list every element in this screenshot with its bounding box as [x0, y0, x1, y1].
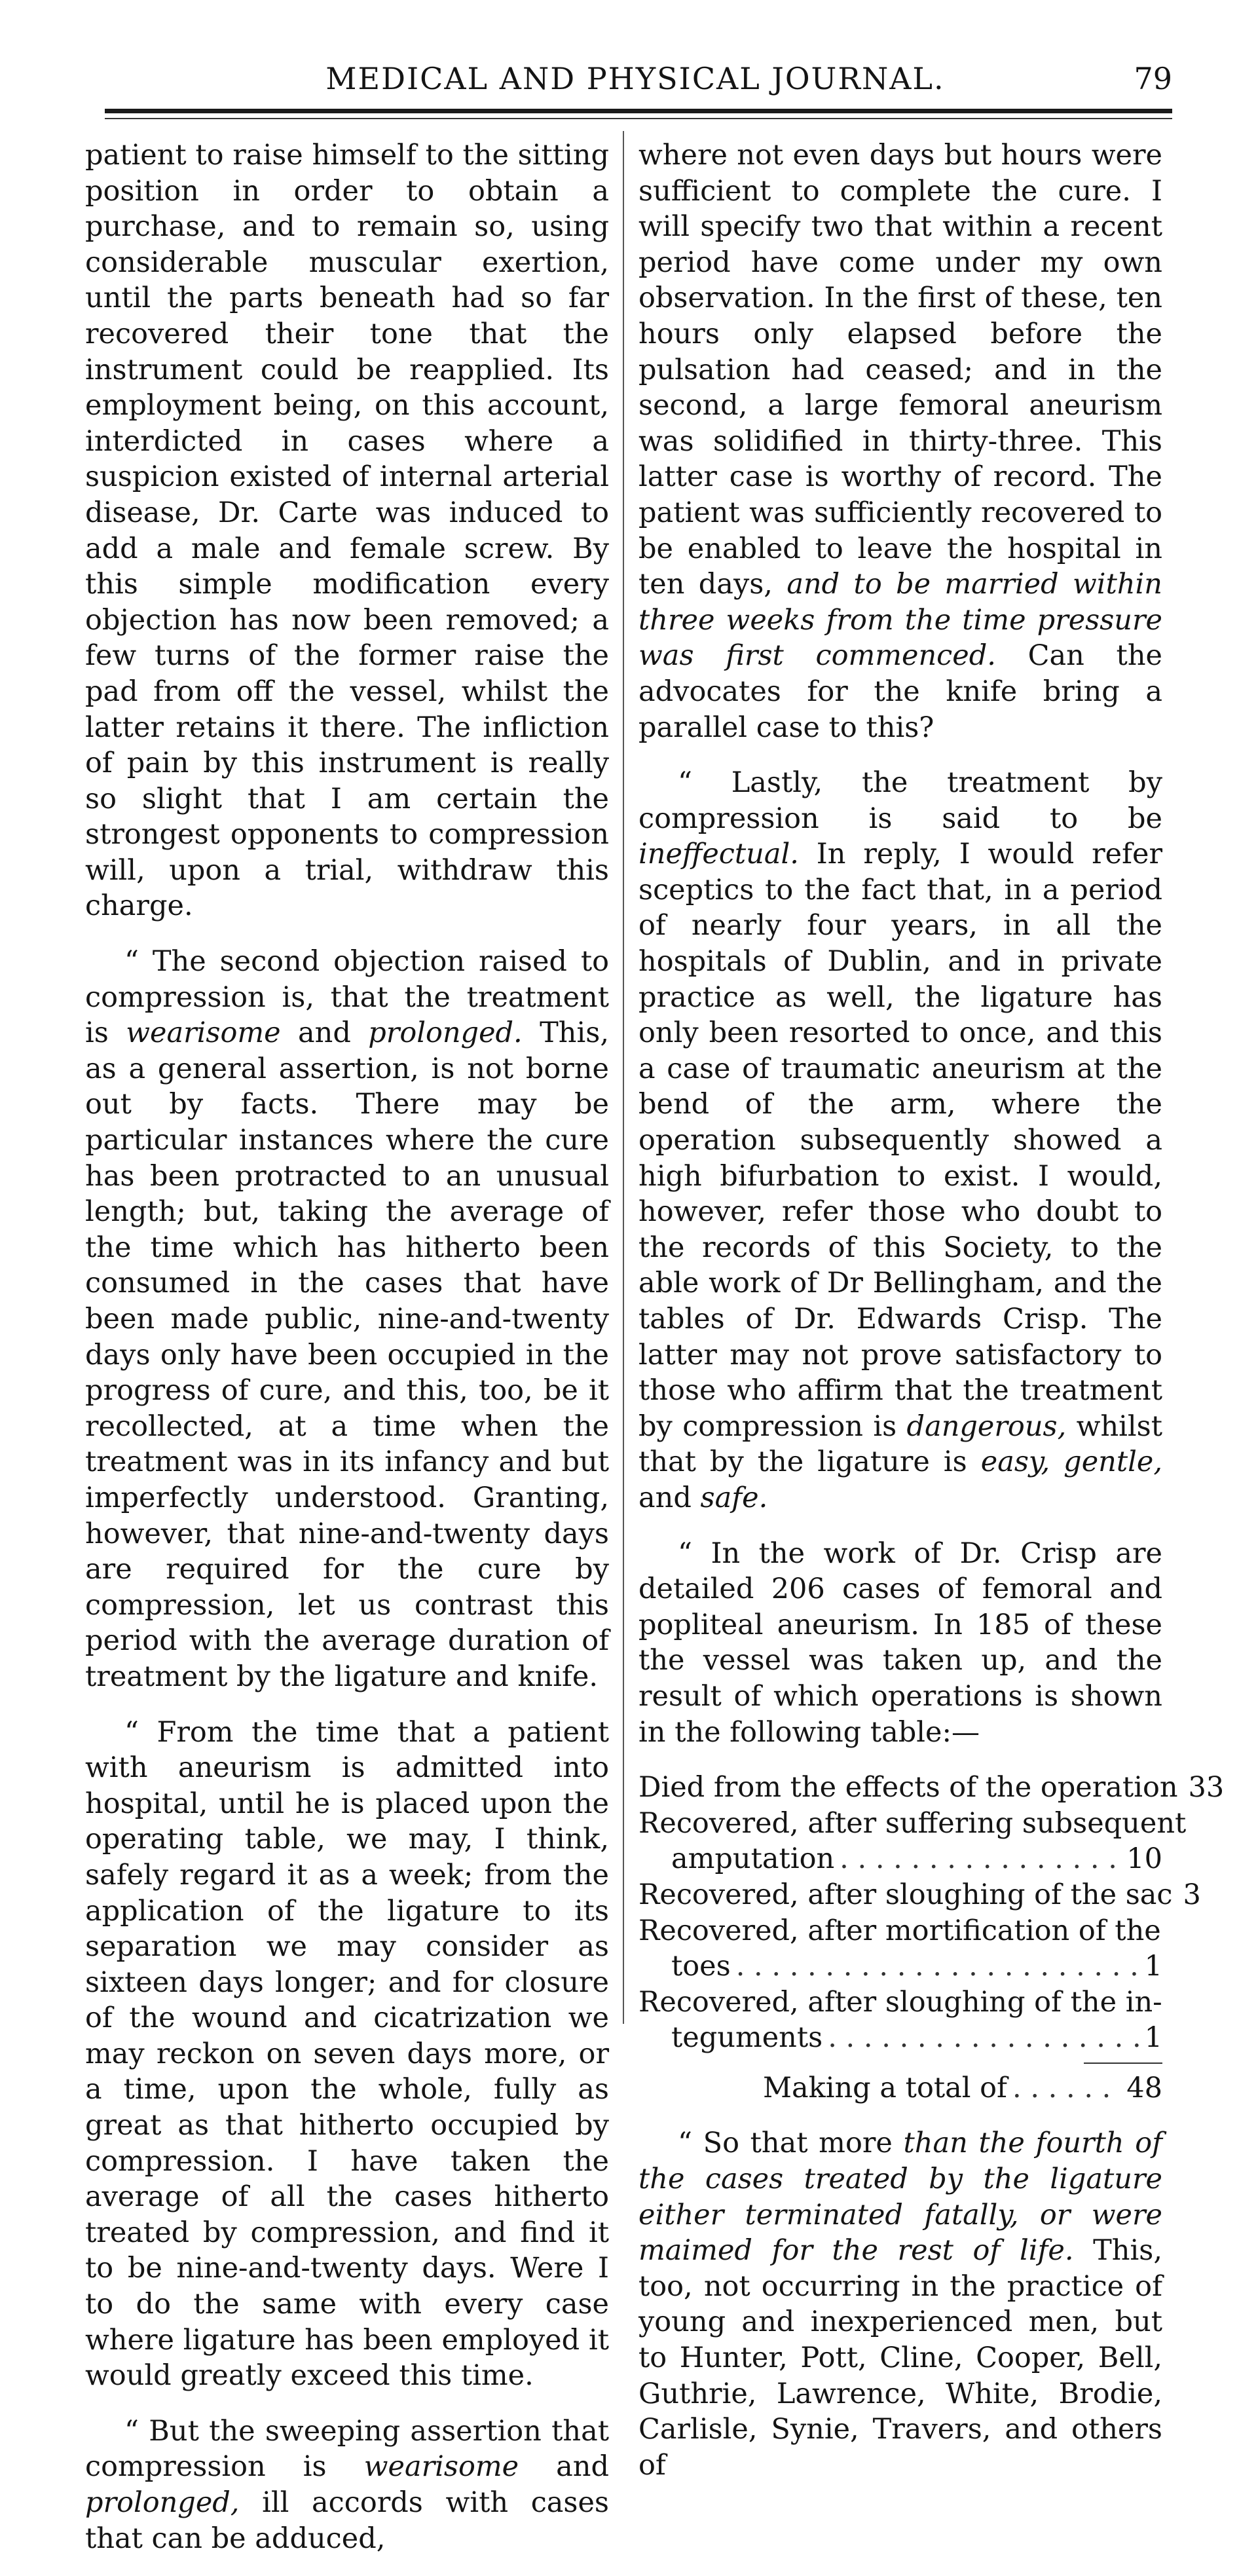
- emphasis: dangerous,: [906, 1409, 1067, 1443]
- row-value: 3: [1183, 1878, 1201, 1911]
- emphasis: wearisome: [126, 1017, 281, 1050]
- paragraph-text: “ In the work of Dr. Crisp are detailed 206 cases of femoral and popliteal aneurism. In 185 of these the vessel was taken up, and the result of which operations is shown in the following table:—: [638, 1537, 1162, 1749]
- row-value: 33: [1188, 1771, 1225, 1804]
- text-run: In reply, I would refer sceptics to the fact that, in a period of nearly four years, in all the hospitals of Dublin, and in private practice as well, the ligature has only been resorted to once, and this a case of traumatic aneurism at the bend of the arm, where the operation subsequently showed a high bifurbation to exist. I would, however, refer those who doubt to the records of this Society, to the able work of Dr Bellingham, and the tables of Dr. Edwards Crisp. The latter may not prove satisfactory to those who affirm that the treatment by compression is: [638, 838, 1162, 1443]
- page-number: 79: [1134, 61, 1172, 96]
- header-rule: [105, 109, 1172, 113]
- text-run: ill accords with cases that can be adduced,: [85, 2486, 609, 2555]
- emphasis: easy, gentle,: [980, 1446, 1162, 1479]
- row-label: Recovered, after sloughing of the sac: [638, 1878, 1173, 1911]
- leader-dots: [736, 1949, 1139, 1985]
- row-value: 10: [1126, 1842, 1162, 1876]
- text-run: whilst that by the ligature is: [638, 1409, 1162, 1479]
- page-header: [98, 59, 1172, 105]
- total-value: 48: [1126, 2071, 1162, 2104]
- emphasis: prolonged,: [85, 2486, 240, 2519]
- paragraph-so-that: [638, 2125, 1162, 2483]
- table-row: [638, 1985, 1162, 2021]
- row-label: Died from the effects of the operation: [638, 1771, 1178, 1804]
- paragraph-sweeping-assertion: [85, 2414, 609, 2556]
- table-row: [638, 1949, 1162, 1985]
- paragraph-from-the-time: [85, 1715, 609, 2394]
- text-run: Can the advocates for the knife bring a parallel case to this?: [638, 639, 1162, 744]
- row-label: Recovered, after suffering subsequent: [638, 1806, 1187, 1840]
- table-row: [638, 1841, 1162, 1877]
- running-title: MEDICAL AND PHYSICAL JOURNAL.: [325, 61, 945, 96]
- emphasis: ineffectual.: [638, 838, 799, 871]
- text-run: “ Lastly, the treatment by compression is said to be: [638, 766, 1162, 835]
- column-divider: [623, 131, 624, 2024]
- text-run: This, as a general assertion, is not borne out by facts. There may be particular instances where the cure has been protracted to an unusual length; but, taking the average of the time which has hitherto been consumed in the cases that have been made public, nine-and-twenty days only have been occupied in the progress of cure, and this, too, be it recollected, at a time when the treatment was in its infancy and but imperfectly understood. Granting, however, that nine-and-twenty days are required for the cure by compression, let us contrast this period with the average duration of treatment by the ligature and knife.: [85, 1017, 609, 1693]
- row-label: Recovered, after mortification of the: [638, 1914, 1161, 1947]
- paragraph-second-objection: [85, 944, 609, 1694]
- emphasis: wearisome: [363, 2450, 519, 2484]
- text-run: “ So that more: [678, 2127, 904, 2160]
- emphasis: safe.: [700, 1481, 768, 1514]
- paragraph-crisp: [638, 1536, 1162, 1751]
- text-run: and: [280, 1017, 369, 1050]
- text-run: and: [519, 2450, 609, 2484]
- row-label-continued: amputation: [671, 1842, 835, 1876]
- leader-dots: [828, 2020, 1139, 2056]
- leader-dots: [840, 1841, 1121, 1877]
- paragraph-lastly: [638, 765, 1162, 1516]
- total-label: Making a total of: [763, 2071, 1007, 2104]
- table-row: [638, 1806, 1187, 1842]
- table-row: [638, 2020, 1162, 2056]
- paragraph-continued: [85, 138, 609, 924]
- results-table: [638, 1770, 1225, 2106]
- row-label-continued: toes: [671, 1950, 731, 1983]
- row-label: Recovered, after sloughing of the in-: [638, 1985, 1162, 2019]
- total-rule: [1084, 2063, 1162, 2064]
- emphasis: and to be married within three weeks from the time pressure was first commenced.: [638, 568, 1162, 673]
- row-value: 1: [1144, 1950, 1162, 1983]
- text-run: This, too, not occurring in the practice of young and inexperienced men, but to Hunter, Pott, Cline, Cooper, Bell, Guthrie, Lawrence, White, Brodie, Carlisle, Synie, Travers, and others of: [638, 2234, 1162, 2482]
- table-total-row: [638, 2070, 1162, 2106]
- row-value: 1: [1144, 2021, 1162, 2055]
- emphasis: prolonged.: [368, 1017, 523, 1050]
- right-column: [638, 138, 1225, 2503]
- paragraph-text: patient to raise himself to the sitting position in order to obtain a purchase, and to remain so, using considerable muscular exertion, until the parts beneath had so far recovered their tone that the instrument could be reapplied. Its employment being, on this account, interdicted in cases where a suspicion existed of internal arterial disease, Dr. Carte was induced to add a male and female screw. By this simple modification every objection has now been removed; a few turns of the former raise the pad from off the vessel, whilst the latter retains it there. The infliction of pain by this instrument is really so slight that I am certain the strongest opponents to compression will, upon a trial, withdraw this charge.: [85, 139, 609, 923]
- paragraph-text: “ From the time that a patient with aneurism is admitted into hospital, until he is placed upon the operating table, we may, I think, safely regard it as a week; from the application of the ligature to its separation we may consider as sixteen days longer; and for closure of the wound and cicatrization we may reckon on seven days more, or a time, upon the whole, fully as great as that hitherto occupied by compression. I have taken the average of all the cases hitherto treated by compression, and find it to be nine-and-twenty days. Were I to do the same with every case where ligature has been employed it would greatly exceed this time.: [85, 1715, 609, 2393]
- table-row: [638, 1913, 1162, 1949]
- text-run: where not even days but hours were sufficient to complete the cure. I will specify two that within a recent period have come under my own observation. In the first of these, ten hours only elapsed before the pulsation had ceased; and in the second, a large femoral aneurism was solidified in thirty-three. This latter case is worthy of record. The patient was sufficiently recovered to be enabled to leave the hospital in ten days,: [638, 139, 1162, 601]
- text-run: and: [638, 1481, 701, 1514]
- text-run: “ The second objection raised to compression is, that the treatment is: [85, 945, 609, 1050]
- paragraph-continued: [638, 138, 1162, 745]
- header-rule-thin: [105, 118, 1172, 119]
- leader-dots: [1012, 2070, 1121, 2106]
- text-run: “ But the sweeping assertion that compression is: [85, 2414, 609, 2484]
- emphasis: than the fourth of the cases treated by the ligature either terminated fatally, or were maimed for the rest of life.: [638, 2127, 1163, 2268]
- table-row: [638, 1877, 1201, 1913]
- row-label-continued: teguments: [671, 2021, 823, 2055]
- left-column: [85, 138, 609, 2576]
- table-row: [638, 1770, 1225, 1806]
